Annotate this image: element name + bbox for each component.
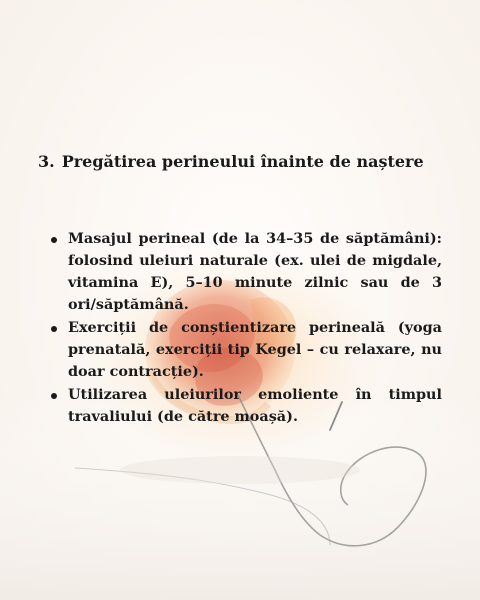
- list-item: [50, 228, 442, 316]
- list-item: [50, 317, 442, 383]
- bullet-list: [50, 228, 442, 429]
- section-number: 3.: [38, 152, 55, 171]
- bullet-text: Masajul perineal (de la 34–35 de săptămâni): folosind uleiuri naturale (ex. ulei de migdale, vitamina E), 5–10 minute zilnic sau de 3 ori/săptămână.: [68, 230, 442, 313]
- list-item: [50, 384, 442, 428]
- bullet-icon: [51, 237, 57, 243]
- bullet-text: Utilizarea uleiurilor emoliente în timpul travaliului (de către moașă).: [68, 386, 442, 425]
- bullet-icon: [51, 326, 57, 332]
- section-heading: [38, 152, 458, 172]
- section-title: Pregătirea perineului înainte de naștere: [61, 152, 424, 171]
- bullet-icon: [51, 393, 57, 399]
- bullet-text: Exerciții de conștientizare perineală (yoga prenatală, exerciții tip Kegel – cu relaxare, nu doar contracție).: [68, 319, 442, 380]
